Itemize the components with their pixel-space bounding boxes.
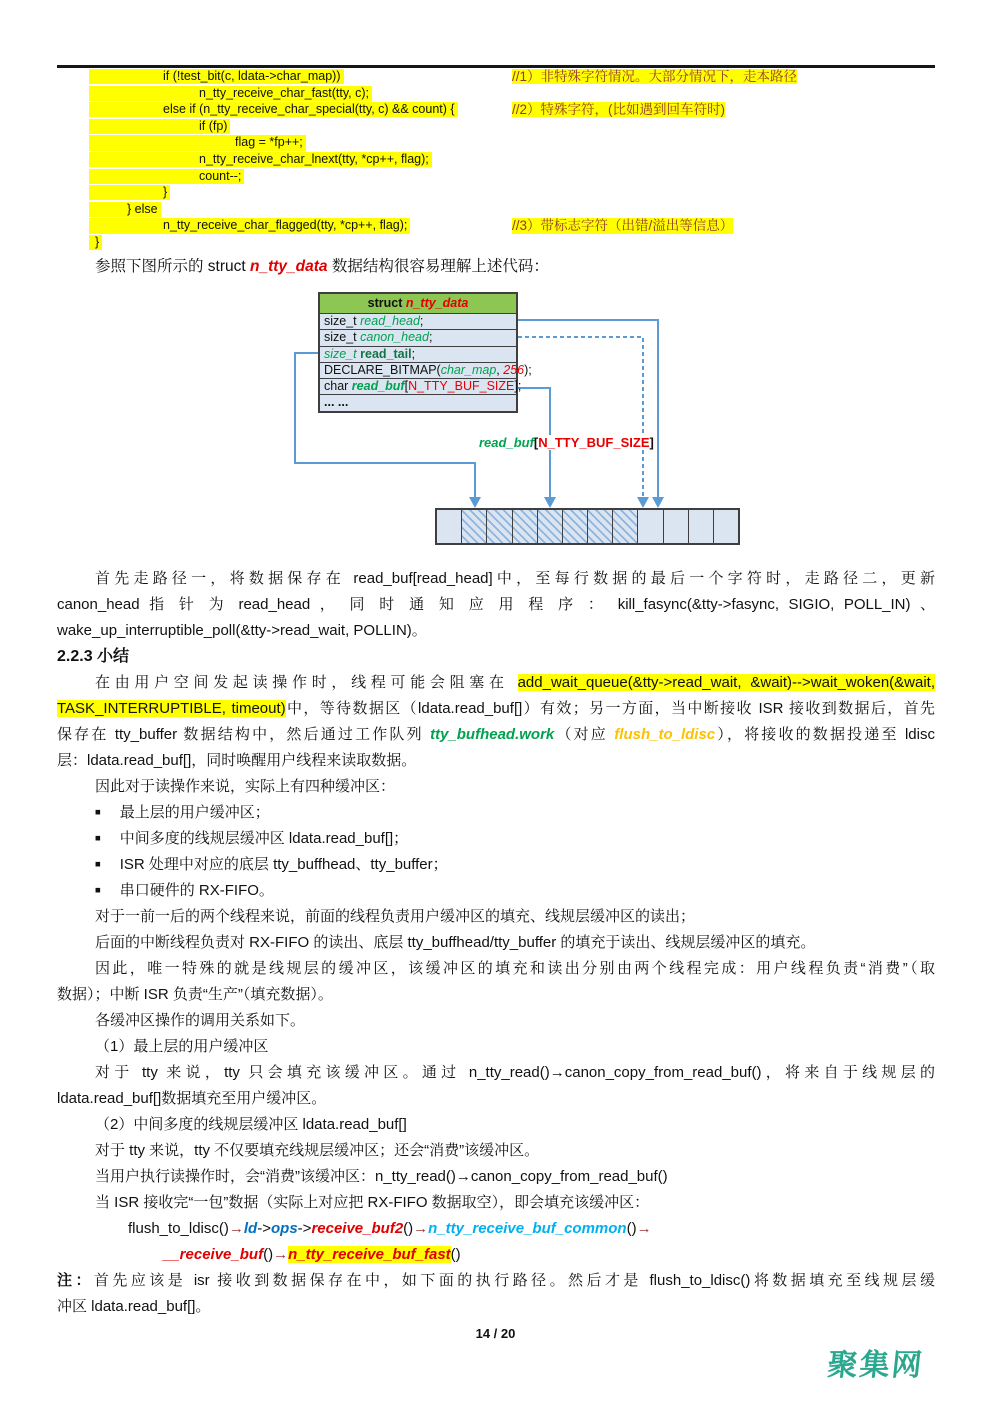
buffer-cell: [462, 510, 487, 543]
code-line: [89, 86, 949, 103]
text-line: 当 ISR 接收完“一包”数据（实际上对应把 RX-FIFO 数据取空），即会填充该缓冲区：: [95, 1194, 650, 1211]
arrowhead-canon-head: [637, 497, 649, 508]
top-divider: [57, 65, 935, 68]
text-line: 对于一前一后的两个线程来说，前面的线程负责用户缓冲区的填充、线规层缓冲区的读出；: [95, 908, 696, 925]
buffer-cell: [714, 510, 738, 543]
code-line: [89, 185, 949, 202]
buffer-cell: [638, 510, 663, 543]
code-line: [89, 135, 949, 152]
buffer-cell: [538, 510, 563, 543]
struct-row-read-head: size_t read_head;: [320, 314, 516, 330]
code-comment: //1）非特殊字符情况。大部分情况下，走本路径: [512, 69, 798, 84]
code-text: n_tty_receive_char_flagged(tty, *cp++, flag);: [89, 218, 410, 233]
call-flow-line: flush_to_ldisc()→ld->ops->receive_buf2()→n_tty_receive_buf_common()→: [128, 1220, 652, 1237]
code-line: [89, 69, 949, 86]
code-text: n_tty_receive_char_lnext(tty, *cp++, flag);: [89, 152, 432, 167]
main-text: [57, 566, 935, 1320]
arrowhead-read-tail: [469, 497, 481, 508]
code-comment: //3）带标志字符（出错/溢出等信息）: [512, 218, 734, 234]
note-line: 注：首先应该是 isr 接收到数据保存在中，如下面的执行路径。然后才是 flush_to_ldisc()将数据填充至线规层缓: [57, 1272, 935, 1289]
code-comment: //2）特殊字符，(比如遇到回车符时): [512, 102, 726, 118]
bullet-item: ■ 中间多度的线规层缓冲区 ldata.read_buf[]；: [95, 830, 409, 847]
code-text: flag = *fp++;: [89, 135, 306, 150]
struct-row-ellipsis: ... ...: [320, 395, 516, 410]
text-line: 当用户执行读操作时，会“消费”该缓冲区：n_tty_read()→canon_copy_from_read_buf(): [95, 1168, 668, 1185]
code-line: [89, 202, 949, 219]
struct-header: struct n_tty_data: [320, 294, 516, 314]
bullet-item: ■ ISR 处理中对应的底层 tty_buffhead、tty_buffer；: [95, 856, 448, 873]
buffer-cell: [437, 510, 462, 543]
buffer-cell: [588, 510, 613, 543]
code-text: n_tty_receive_char_fast(tty, c);: [89, 86, 372, 101]
code-text: else if (n_tty_receive_char_special(tty, c) && count) {: [89, 102, 458, 117]
code-text: count--;: [89, 169, 244, 184]
text-line: TASK_INTERRUPTIBLE, timeout)中，等待数据区（ldata.read_buf[]）有效；另一方面，当中断接收 ISR 接收到数据后，首先: [57, 700, 935, 717]
struct-n-tty-data-table: [318, 292, 532, 413]
text-line: 因此对于读操作来说，实际上有四种缓冲区：: [95, 778, 396, 795]
text-line: canon_head 指 针 为 read_head ， 同 时 通 知 应 用 程 序 ： kill_fasync(&tty->fasync, SIGIO, POLL_IN) 、: [57, 596, 935, 613]
read-buf-array-label: read_buf[N_TTY_BUF_SIZE]: [476, 435, 657, 450]
text-line: 对于 tty 来说，tty 只会填充该缓冲区。通过 n_tty_read()→canon_copy_from_read_buf()，将来自于线规层的: [95, 1064, 935, 1081]
code-text: if (!test_bit(c, ldata->char_map)): [89, 69, 344, 84]
read-buffer-array: [435, 508, 740, 545]
text-line: 层：ldata.read_buf[]，同时唤醒用户线程来读取数据。: [57, 752, 417, 769]
text-line: （1）最上层的用户缓冲区: [95, 1038, 269, 1055]
intro-paragraph: 参照下图所示的 struct n_tty_data 数据结构很容易理解上述代码：: [95, 258, 549, 275]
text-line: 数据）；中断 ISR 负责“生产”（填充数据）。: [57, 986, 333, 1003]
code-text: } else: [89, 202, 161, 217]
struct-row-canon-head: size_t canon_head;: [320, 330, 516, 346]
text-line: ldata.read_buf[]数据填充至用户缓冲区。: [57, 1090, 327, 1107]
code-line: [89, 119, 949, 136]
buffer-cell: [689, 510, 714, 543]
buffer-cell: [513, 510, 538, 543]
struct-row-char-map: DECLARE_BITMAP(char_map, 256);: [320, 363, 516, 379]
code-line: [89, 152, 949, 169]
text-line: （2）中间多度的线规层缓冲区 ldata.read_buf[]: [95, 1116, 407, 1133]
code-text: if (fp): [89, 119, 230, 134]
code-block: [89, 69, 949, 252]
text-line: 因此，唯一特殊的就是线规层的缓冲区，该缓冲区的填充和读出分别由两个线程完成：用户线程负责“消费”（取: [95, 960, 935, 977]
call-flow-line: __receive_buf()→n_tty_receive_buf_fast(): [163, 1246, 461, 1263]
text-line: 各缓冲区操作的调用关系如下。: [95, 1012, 306, 1029]
buffer-cell: [664, 510, 689, 543]
code-text: }: [89, 235, 102, 250]
canon-head-connector: [518, 337, 643, 498]
code-line: [89, 218, 949, 235]
bullet-item: ■ 串口硬件的 RX-FIFO。: [95, 882, 274, 899]
code-line: [89, 102, 949, 119]
code-text: }: [89, 185, 170, 200]
struct-row-read-buf: char read_buf[N_TTY_BUF_SIZE];: [320, 379, 516, 395]
text-line: 后面的中断线程负责对 RX-FIFO 的读出、底层 tty_buffhead/tty_buffer 的填充于读出、线规层缓冲区的填充。: [95, 934, 816, 951]
page-number: 14 / 20: [475, 1326, 516, 1341]
text-line: wake_up_interruptible_poll(&tty->read_wait, POLLIN)。: [57, 622, 427, 639]
text-line: 保存在 tty_buffer 数据结构中，然后通过工作队列 tty_bufhead.work（对应 flush_to_ldisc），将接收的数据投递至 ldisc: [57, 726, 935, 743]
code-line: [89, 235, 949, 252]
text-line: 对于 tty 来说，tty 不仅要填充线规层缓冲区；还会“消费”该缓冲区。: [95, 1142, 540, 1159]
watermark: 聚集网: [825, 1349, 926, 1382]
section-heading: 2.2.3 小结: [57, 648, 130, 665]
bullet-item: ■ 最上层的用户缓冲区；: [95, 804, 270, 821]
buffer-cell: [563, 510, 588, 543]
buffer-cell: [487, 510, 512, 543]
arrowhead-read-head: [652, 497, 664, 508]
text-line: 首先走路径一，将数据保存在 read_buf[read_head]中，至每行数据的最后一个字符时，走路径二，更新: [95, 570, 935, 587]
arrowhead-read-buf: [544, 497, 556, 508]
struct-row-read-tail: size_t read_tail;: [320, 347, 516, 363]
code-line: [89, 169, 949, 186]
note-line: 冲区 ldata.read_buf[]。: [57, 1298, 211, 1315]
read-head-connector: [518, 320, 658, 498]
buffer-cell: [613, 510, 638, 543]
text-line: 在由用户空间发起读操作时，线程可能会阻塞在 add_wait_queue(&tty->read_wait, &wait)-->wait_woken(&wait,: [95, 674, 935, 691]
